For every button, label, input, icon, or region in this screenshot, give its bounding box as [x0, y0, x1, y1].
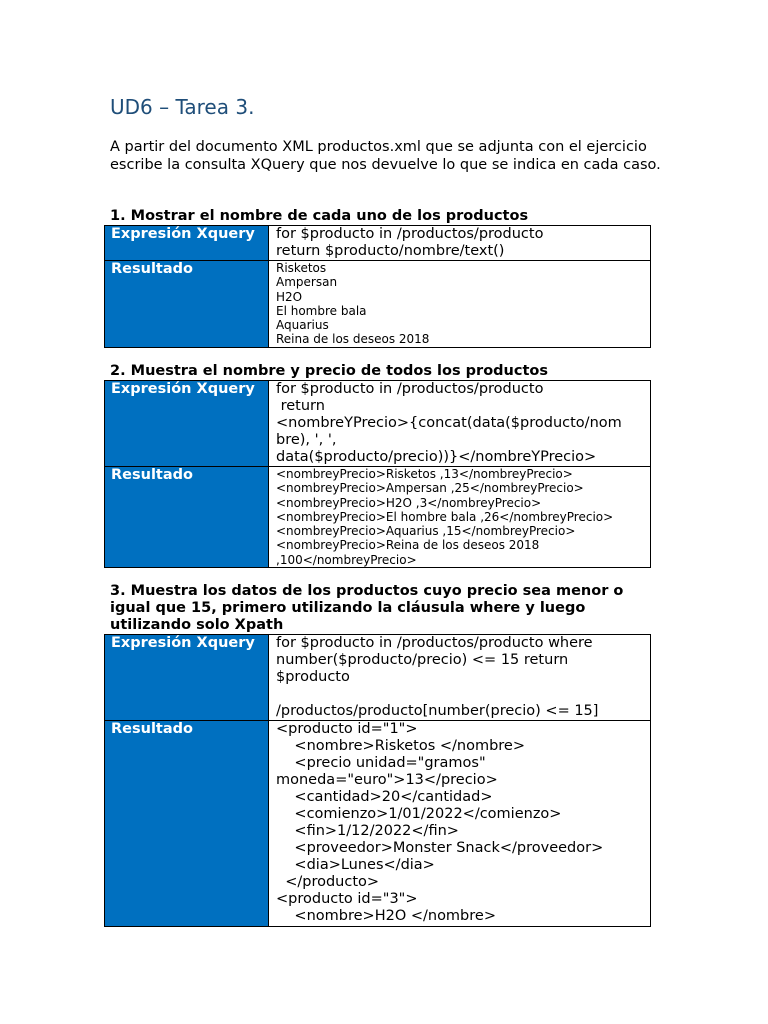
section-3-heading: 3. Muestra los datos de los productos cuyo precio sea menor o igual que 15, primero utilizando la cláusula where y luego utilizando solo Xpath	[110, 583, 624, 633]
result-line: <nombreyPrecio>Risketos ,13</nombreyPrecio>	[276, 467, 573, 481]
result-line: </producto>	[276, 874, 380, 890]
result-line: <dia>Lunes</dia>	[276, 857, 435, 873]
document-title: UD6 – Tarea 3.	[110, 95, 255, 119]
expression-label: Expresión Xquery	[105, 635, 269, 721]
result-line: Aquarius	[276, 318, 329, 333]
intro-paragraph: A partir del documento XML productos.xml que se adjunta con el ejercicio escribe la consulta XQuery que nos devuelve lo que se indica en cada caso.	[110, 139, 661, 173]
section-2-table	[104, 380, 651, 568]
result-line: El hombre bala	[276, 303, 367, 318]
expression-label: Expresión Xquery	[105, 226, 269, 261]
result-line: Ampersan	[276, 275, 338, 290]
expression-cell	[269, 635, 651, 721]
result-line: <nombre>Risketos </nombre>	[276, 738, 526, 754]
result-line: <precio unidad="gramos"	[276, 755, 486, 771]
expression-line: return $producto/nombre/text()	[276, 243, 505, 259]
expression-row	[105, 635, 651, 721]
result-line: <nombre>H2O </nombre>	[276, 908, 496, 924]
expression-line: $producto	[276, 669, 350, 685]
expression-line: for $producto in /productos/producto	[276, 381, 544, 397]
result-label: Resultado	[105, 721, 269, 927]
section-1-table	[104, 225, 651, 348]
result-line: <nombreyPrecio>Reina de los deseos 2018	[276, 538, 540, 553]
result-line: <proveedor>Monster Snack</proveedor>	[276, 840, 604, 856]
result-cell	[269, 261, 651, 348]
result-line: ,100</nombreyPrecio>	[276, 552, 417, 567]
section-1-heading: 1. Mostrar el nombre de cada uno de los productos	[110, 208, 529, 224]
expression-line: return	[276, 398, 325, 414]
result-line: <nombreyPrecio>El hombre bala ,26</nombreyPrecio>	[276, 509, 614, 524]
result-line: Risketos	[276, 261, 327, 275]
expression-line: for $producto in /productos/producto	[276, 226, 544, 242]
expression-line: for $producto in /productos/producto where	[276, 635, 593, 651]
expression-label: Expresión Xquery	[105, 381, 269, 467]
result-line: H2O	[276, 289, 303, 304]
result-line: Reina de los deseos 2018	[276, 332, 430, 347]
expression-cell	[269, 226, 651, 261]
result-line: <comienzo>1/01/2022</comienzo>	[276, 806, 562, 822]
expression-line: data($producto/precio))}</nombreYPrecio>	[276, 449, 597, 465]
result-line: <nombreyPrecio>Ampersan ,25</nombreyPrecio>	[276, 481, 584, 496]
result-line: <fin>1/12/2022</fin>	[276, 823, 459, 839]
result-line: <cantidad>20</cantidad>	[276, 789, 493, 805]
result-label: Resultado	[105, 261, 269, 348]
expression-row	[105, 381, 651, 467]
result-line: moneda="euro">13</precio>	[276, 772, 498, 788]
result-line: <producto id="1">	[276, 721, 418, 737]
result-cell	[269, 721, 651, 927]
expression-cell	[269, 381, 651, 467]
result-row	[105, 721, 651, 927]
expression-line: /productos/producto[number(precio) <= 15]	[276, 703, 599, 719]
expression-blank-line	[276, 686, 650, 703]
section-2-heading: 2. Muestra el nombre y precio de todos los productos	[110, 363, 548, 379]
result-row	[105, 261, 651, 348]
result-cell	[269, 467, 651, 568]
expression-line: number($producto/precio) <= 15 return	[276, 652, 569, 668]
expression-line: <nombreYPrecio>{concat(data($producto/nom	[276, 415, 622, 431]
result-label: Resultado	[105, 467, 269, 568]
result-line: <nombreyPrecio>H2O ,3</nombreyPrecio>	[276, 495, 542, 510]
result-line: <nombreyPrecio>Aquarius ,15</nombreyPrecio>	[276, 524, 576, 539]
result-line: <producto id="3">	[276, 891, 418, 907]
section-3-table	[104, 634, 651, 927]
expression-row	[105, 226, 651, 261]
result-row	[105, 467, 651, 568]
expression-line: bre), ', ',	[276, 432, 337, 448]
